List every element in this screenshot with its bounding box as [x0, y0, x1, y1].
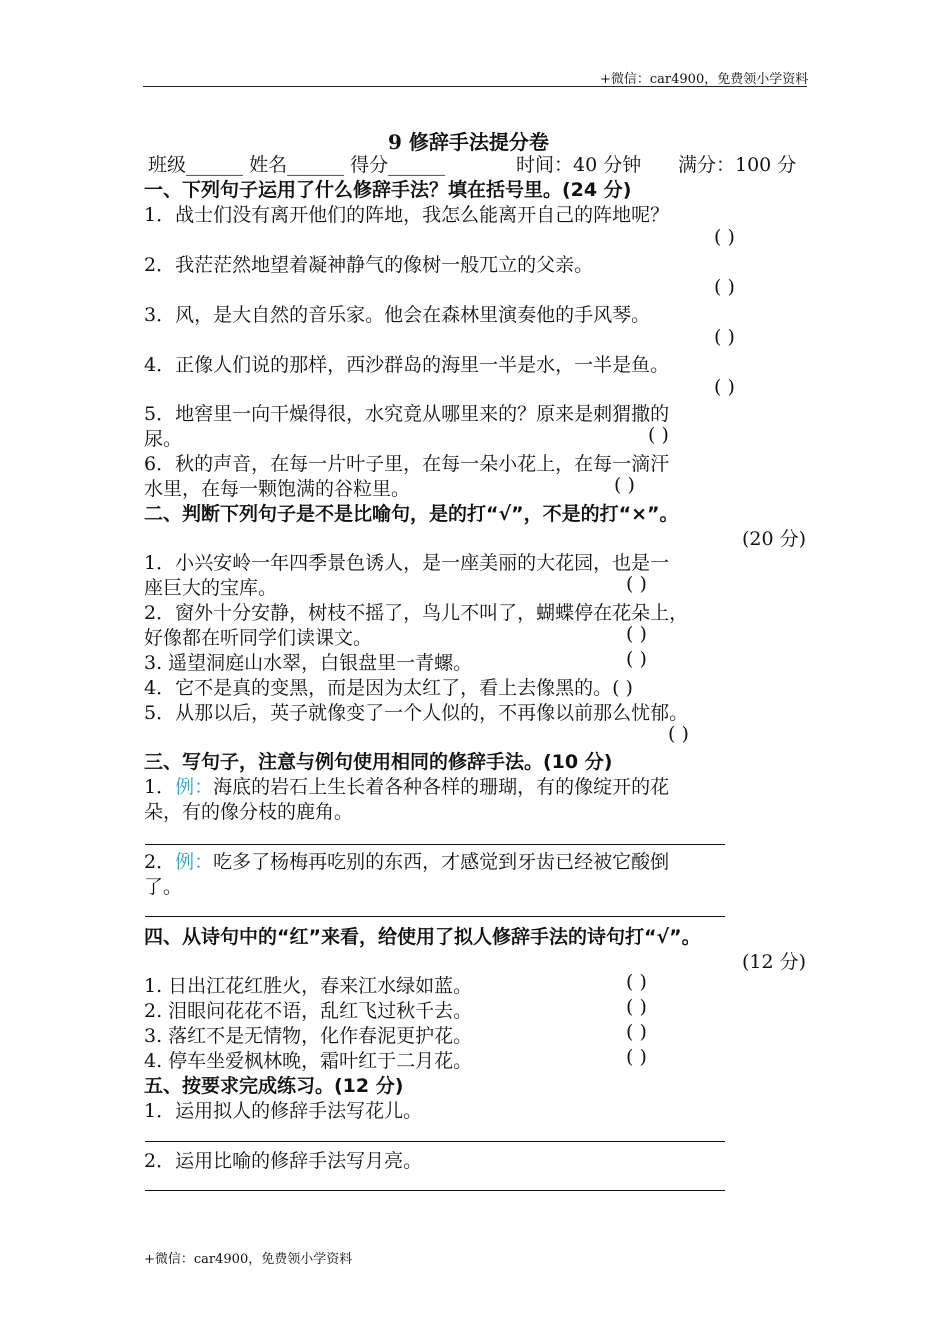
section4-q2-answer[interactable]: ( ) — [626, 996, 647, 1018]
score-label: 得分 — [350, 154, 389, 176]
section1-q5-answer[interactable]: ( ) — [648, 424, 669, 446]
section5-q1-answer-line[interactable] — [145, 1141, 725, 1142]
section1-q5-line1: 5．地窖里一向干燥得很，水究竟从哪里来的？原来是刺猬撒的 — [144, 403, 670, 425]
section2-q3-answer[interactable]: ( ) — [626, 648, 647, 670]
time-info: 时间：40 分钟 — [516, 154, 642, 176]
section4-points: (12 分) — [742, 951, 807, 973]
section2-q5-answer[interactable]: ( ) — [668, 723, 689, 745]
section1-q6-answer[interactable]: ( ) — [614, 474, 635, 496]
section2-q2-answer[interactable]: ( ) — [626, 623, 647, 645]
section2-q1-line2: 座巨大的宝库。 — [144, 577, 278, 599]
section5-heading: 五、按要求完成练习。(12 分) — [144, 1075, 404, 1097]
section1-heading: 一、下列句子运用了什么修辞手法？填在括号里。(24 分) — [144, 179, 632, 201]
section2-heading: 二、判断下列句子是不是比喻句，是的打“√”，不是的打“×”。 — [144, 503, 679, 525]
info-line — [148, 150, 445, 177]
section3-q1-answer-line[interactable] — [145, 844, 725, 845]
section2-q2-line2: 好像都在听同学们读课文。 — [144, 627, 373, 649]
section4-q4: 4. 停车坐爱枫林晚，霜叶红于二月花。 — [144, 1050, 473, 1072]
section2-points: (20 分) — [742, 528, 807, 550]
section2-q1-line1: 1．小兴安岭一年四季景色诱人，是一座美丽的大花园，也是一 — [144, 552, 670, 574]
header-rule — [143, 86, 807, 87]
section4-heading: 四、从诗句中的“红”来看，给使用了拟人修辞手法的诗句打“√”。 — [144, 926, 701, 948]
section2-q4: 4．它不是真的变黑，而是因为太红了，看上去像黑的。( ) — [144, 677, 633, 699]
section1-q3: 3．风，是大自然的音乐家。他会在森林里演奏他的手风琴。 — [144, 304, 651, 326]
section2-q2-line1: 2．窗外十分安静，树枝不摇了，鸟儿不叫了，蝴蝶停在花朵上， — [144, 602, 689, 624]
section3-q2-number: 2． — [144, 851, 176, 873]
section3-q1-line1 — [144, 772, 669, 799]
section4-q1: 1. 日出江花红胜火，春来江水绿如蓝。 — [144, 975, 473, 997]
section1-q1-answer[interactable]: ( ) — [714, 226, 735, 248]
footer-watermark: +微信：car4900，免费领小学资料 — [144, 1252, 353, 1267]
example-label: 例： — [175, 851, 214, 873]
section1-q6-line1: 6．秋的声音，在每一片叶子里，在每一朵小花上，在每一滴汗 — [144, 453, 670, 475]
section1-q5-line2: 尿。 — [144, 428, 183, 450]
full-score-info: 满分：100 分 — [678, 154, 797, 176]
header-watermark: +微信：car4900，免费领小学资料 — [600, 72, 809, 87]
section1-q1: 1．战士们没有离开他们的阵地，我怎么能离开自己的阵地呢？ — [144, 204, 670, 226]
score-blank[interactable]: ______ — [388, 154, 446, 176]
section5-q1: 1．运用拟人的修辞手法写花儿。 — [144, 1100, 423, 1122]
class-blank[interactable]: ______ — [186, 154, 244, 176]
section3-q1-text: 海底的岩石上生长着各种各样的珊瑚，有的像绽开的花 — [213, 776, 670, 798]
section5-q2: 2．运用比喻的修辞手法写月亮。 — [144, 1150, 423, 1172]
section3-q2-text: 吃多了杨梅再吃别的东西，才感觉到牙齿已经被它酸倒 — [213, 851, 670, 873]
section4-q4-answer[interactable]: ( ) — [626, 1046, 647, 1068]
section4-q3: 3. 落红不是无情物，化作春泥更护花。 — [144, 1025, 473, 1047]
section3-q2-answer-line[interactable] — [145, 916, 725, 917]
section2-q3: 3. 遥望洞庭山水翠，白银盘里一青螺。 — [144, 652, 473, 674]
section3-heading: 三、写句子，注意与例句使用相同的修辞手法。(10 分) — [144, 751, 613, 773]
section4-q2: 2. 泪眼问花花不语，乱红飞过秋千去。 — [144, 1000, 473, 1022]
class-label: 班级 — [148, 154, 187, 176]
name-label: 姓名 — [249, 154, 288, 176]
section3-q2-line2: 了。 — [144, 876, 183, 898]
section5-q2-answer-line[interactable] — [145, 1190, 725, 1191]
section2-q5: 5．从那以后，英子就像变了一个人似的，不再像以前那么忧郁。 — [144, 702, 689, 724]
name-blank[interactable]: ______ — [287, 154, 345, 176]
example-label: 例： — [175, 776, 214, 798]
section1-q4: 4．正像人们说的那样，西沙群岛的海里一半是水，一半是鱼。 — [144, 354, 670, 376]
section4-q1-answer[interactable]: ( ) — [626, 971, 647, 993]
section1-q4-answer[interactable]: ( ) — [714, 376, 735, 398]
section4-q3-answer[interactable]: ( ) — [626, 1021, 647, 1043]
page-title: 9 修辞手法提分卷 — [388, 130, 549, 154]
section3-q2-line1 — [144, 847, 669, 874]
section1-q2: 2．我茫茫然地望着凝神静气的像树一般兀立的父亲。 — [144, 254, 594, 276]
section3-q1-number: 1． — [144, 776, 176, 798]
section2-q1-answer[interactable]: ( ) — [626, 573, 647, 595]
section1-q6-line2: 水里，在每一颗饱满的谷粒里。 — [144, 478, 411, 500]
section1-q3-answer[interactable]: ( ) — [714, 326, 735, 348]
section3-q1-line2: 朵，有的像分枝的鹿角。 — [144, 801, 354, 823]
section1-q2-answer[interactable]: ( ) — [714, 276, 735, 298]
